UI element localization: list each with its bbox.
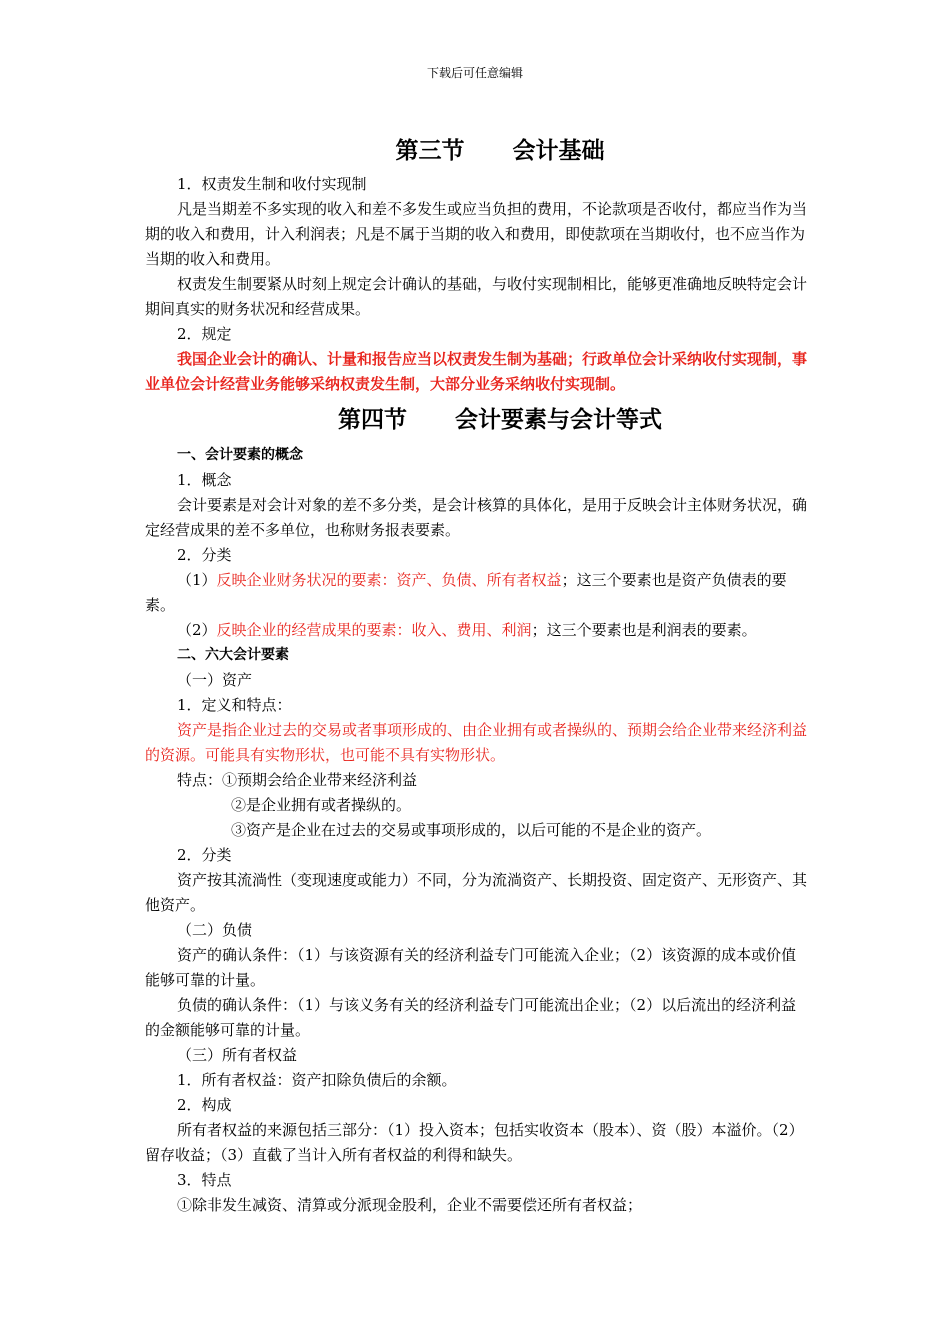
heading-element-concept: 一、会计要素的概念 [177, 447, 303, 463]
paragraph-accrual-definition: 凡是当期差不多实现的收入和差不多发生或应当负担的费用，不论款项是否收付，都应当作为当期的收入和费用，计入利润表；凡是不属于当期的收入和费用，即使款项在当期收付，也不应当作为当期的收入和费用。 [145, 200, 808, 268]
subheading-equity: （三）所有者权益 [177, 1046, 298, 1064]
paragraph-liability-recognition: 负债的确认条件：（1）与该义务有关的经济利益专门可能流出企业；（2）以后流出的经济利益的金额能够可靠的计量。 [145, 996, 797, 1039]
subheading-liabilities: （二）负债 [177, 921, 253, 939]
classification-1 [145, 568, 810, 618]
item-equity-composition: 2．构成 [177, 1096, 232, 1114]
classification-1-rest: ；这三个要素也是资产负债表的要素。 [145, 571, 787, 614]
document-body [145, 134, 810, 1218]
classification-2-rest: ；这三个要素也是利润表的要素。 [531, 621, 757, 639]
paragraph-rules-highlight: 我国企业会计的确认、计量和报告应当以权责发生制为基础；行政单位会计采纳收付实现制，事业单位会计经营业务能够采纳权责发生制，大部分业务采纳收付实现制。 [145, 350, 808, 393]
paragraph-equity-feature-1: ①除非发生减资、清算或分派现金股利，企业不需要偿还所有者权益； [177, 1196, 643, 1214]
item-equity-definition: 1．所有者权益：资产扣除负债后的余额。 [177, 1071, 457, 1089]
assets-feature-3: ③资产是企业在过去的交易或事项形成的，以后可能的不是企业的资产。 [231, 821, 712, 839]
item-rules-heading: 2．规定 [177, 325, 232, 343]
classification-2 [145, 618, 810, 643]
paragraph-concept: 会计要素是对会计对象的差不多分类，是会计核算的具体化，是用于反映会计主体财务状况，确定经营成果的差不多单位，也称财务报表要素。 [145, 496, 808, 539]
section-3-number: 第三节 [395, 138, 465, 164]
paragraph-accrual-purpose: 权责发生制要紧从时刻上规定会计确认的基础，与收付实现制相比，能够更准确地反映特定会计期间真实的财务状况和经营成果。 [145, 275, 808, 318]
assets-feature-2: ②是企业拥有或者操纵的。 [231, 796, 412, 814]
section-3-name: 会计基础 [512, 138, 605, 164]
page-header-note: 下载后可任意编辑 [426, 66, 523, 80]
classification-2-highlight: 反映企业的经营成果的要素：收入、费用、利润 [216, 621, 532, 639]
item-assets-definition: 1．定义和特点： [177, 696, 292, 714]
item-assets-classification: 2．分类 [177, 846, 232, 864]
item-accrual-heading: 1．权责发生制和收付实现制 [177, 175, 367, 193]
section-4-title [145, 403, 810, 437]
section-4-name: 会计要素与会计等式 [455, 407, 662, 433]
classification-2-number: （2） [177, 621, 217, 639]
paragraph-assets-classification: 资产按其流淌性（变现速度或能力）不同，分为流淌资产、长期投资、固定资产、无形资产、其他资产。 [145, 871, 808, 914]
item-concept: 1．概念 [177, 471, 232, 489]
paragraph-assets-definition: 资产是指企业过去的交易或者事项形成的、由企业拥有或者操纵的、预期会给企业带来经济利益的资源。可能具有实物形状，也可能不具有实物形状。 [145, 721, 808, 764]
assets-feature-1: 特点：①预期会给企业带来经济利益 [177, 771, 418, 789]
heading-six-elements: 二、六大会计要素 [177, 647, 289, 663]
section-4-number: 第四节 [338, 407, 407, 433]
item-equity-features: 3．特点 [177, 1171, 232, 1189]
item-classification: 2．分类 [177, 546, 232, 564]
subheading-assets: （一）资产 [177, 671, 253, 689]
paragraph-asset-recognition: 资产的确认条件：（1）与该资源有关的经济利益专门可能流入企业；（2）该资源的成本或价值能够可靠的计量。 [145, 946, 797, 989]
paragraph-equity-sources: 所有者权益的来源包括三部分：（1）投入资本；包括实收资本（股本）、资（股）本溢价。（2）留存收益；（3）直截了当计入所有者权益的利得和缺失。 [145, 1121, 804, 1164]
classification-1-number: （1） [177, 571, 217, 589]
classification-1-highlight: 反映企业财务状况的要素：资产、负债、所有者权益 [216, 571, 562, 589]
section-3-title [145, 134, 810, 168]
